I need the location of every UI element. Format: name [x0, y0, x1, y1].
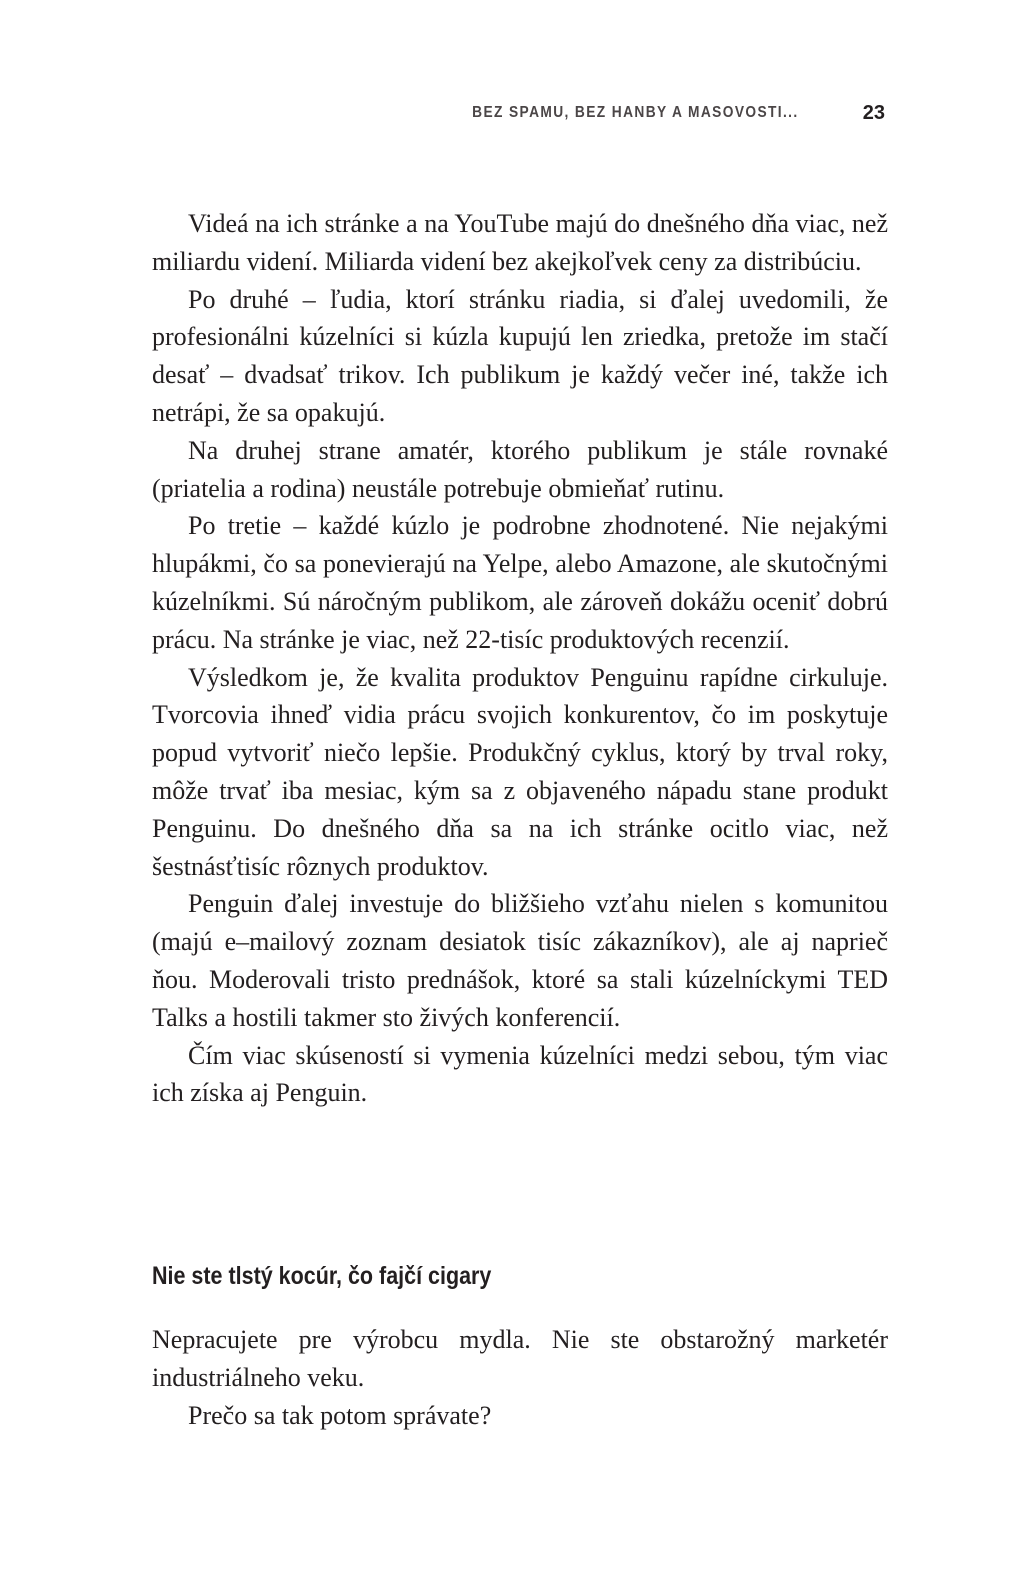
running-head-title: BEZ SPAMU, BEZ HANBY A MASOVOSTI... — [472, 104, 799, 121]
paragraph: Prečo sa tak potom správate? — [188, 1400, 492, 1430]
paragraph: Výsledkom je, že kvalita produktov Penguinu rapídne cirkuluje. Tvorcovia ihneď vidia prácu svojich konkurentov, čo im poskytuje popud vytvoriť niečo lepšie. Produkčný cyklus, ktorý by trval roky, môže trvať iba mesiac, kým sa z objaveného nápadu stane produkt Penguinu. Do dnešného dňa sa na ich stránke ocitlo viac, než šestnásťtisíc rôznych produktov. — [152, 662, 888, 881]
body-text — [152, 205, 888, 1112]
page-number: 23 — [862, 102, 885, 124]
paragraph: Na druhej strane amatér, ktorého publikum je stále rovnaké (priatelia a rodina) neustále potrebuje obmieňať rutinu. — [152, 435, 888, 503]
paragraph: Nepracujete pre výrobcu mydla. Nie ste obstarožný marketér industriálneho veku. — [152, 1325, 888, 1392]
paragraph: Po tretie – každé kúzlo je podrobne zhodnotené. Nie nejakými hlupákmi, čo sa ponevierajú na Yelpe, alebo Amazone, ale skutočnými kúzelníkmi. Sú náročným publikom, ale zároveň dokážu oceniť dobrú prácu. Na stránke je viac, než 22-tisíc produktových recenzií. — [152, 511, 888, 654]
paragraph: Po druhé – ľudia, ktorí stránku riadia, si ďalej uvedomili, že profesionálni kúzelníci si kúzla kupujú len zriedka, pretože im stačí desať – dvadsať trikov. Ich publikum je každý večer iné, takže ich netrápi, že sa opakujú. — [152, 284, 888, 427]
running-head — [152, 100, 887, 128]
paragraph: Čím viac skúseností si vymenia kúzelníci medzi sebou, tým viac ich získa aj Penguin. — [152, 1040, 888, 1108]
section-heading: Nie ste tlstý kocúr, čo fajčí cigary — [152, 1262, 492, 1290]
paragraph: Videá na ich stránke a na YouTube majú do dnešného dňa viac, než miliardu videní. Miliarda videní bez akejkoľvek ceny za distribúciu. — [152, 209, 888, 276]
paragraph: Penguin ďalej investuje do bližšieho vzťahu nielen s komunitou (majú e–mailový zoznam desiatok tisíc zákazníkov), ale aj naprieč ňou. Moderovali tristo prednášok, ktoré sa stali kúzelníckymi TED Talks a hostili takmer sto živých konferencií. — [152, 889, 888, 1032]
section-text — [152, 1321, 888, 1434]
